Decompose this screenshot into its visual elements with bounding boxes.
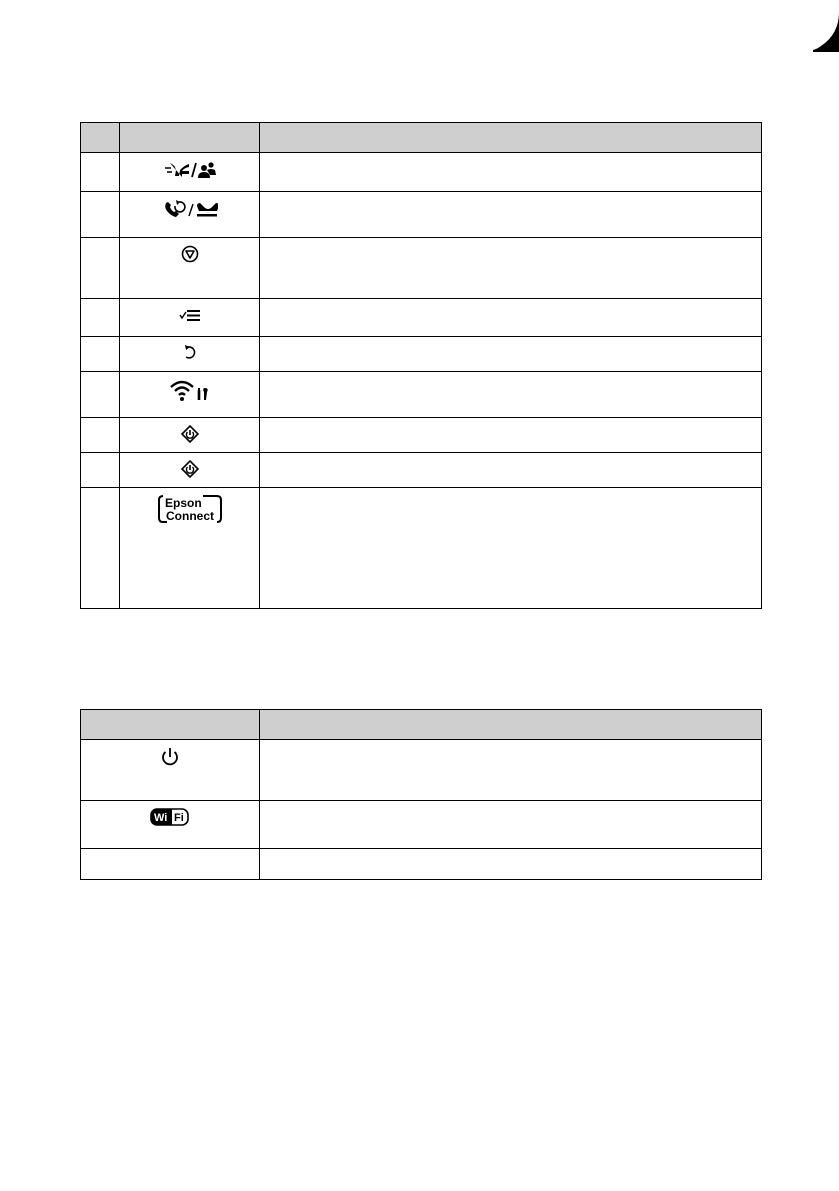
connect-label: Connect xyxy=(165,509,214,523)
on-hook-icon xyxy=(197,203,218,217)
number-cell xyxy=(81,153,120,192)
table-row xyxy=(81,299,762,337)
icon-cell xyxy=(120,238,260,299)
number-cell xyxy=(81,299,120,337)
header-cell xyxy=(260,123,762,153)
icon-cell xyxy=(120,453,260,488)
table-row xyxy=(81,488,762,609)
header-cell xyxy=(81,123,120,153)
wifi-light-icon xyxy=(150,807,190,827)
power-light-icon xyxy=(163,748,177,764)
icon-cell xyxy=(120,153,260,192)
description-cell xyxy=(260,238,762,299)
contacts-icon xyxy=(198,162,216,178)
number-cell xyxy=(81,238,120,299)
header-cell xyxy=(260,710,762,740)
table-row xyxy=(81,418,762,453)
number-cell xyxy=(81,453,120,488)
icon-cell xyxy=(81,849,260,880)
table-row xyxy=(81,801,762,849)
table-header-row xyxy=(81,123,762,153)
number-cell xyxy=(81,488,120,609)
description-cell xyxy=(260,372,762,418)
redial-icon xyxy=(165,200,185,217)
start-icon xyxy=(182,426,198,442)
table-header-row xyxy=(81,710,762,740)
epson-label: Epson xyxy=(164,496,202,510)
epson-connect-icon xyxy=(157,494,223,524)
stop-icon xyxy=(182,247,197,262)
wifi-label-fi: Fi xyxy=(174,812,184,824)
job-status-icon xyxy=(180,310,200,321)
icon-cell xyxy=(120,372,260,418)
icon-cell xyxy=(120,337,260,372)
description-cell xyxy=(260,849,762,880)
table-row xyxy=(81,740,762,801)
icon-cell xyxy=(120,299,260,337)
description-cell xyxy=(260,418,762,453)
number-cell xyxy=(81,337,120,372)
number-cell xyxy=(81,372,120,418)
start-icon xyxy=(182,461,198,477)
icon-cell xyxy=(120,192,260,238)
icon-cell xyxy=(120,488,260,609)
number-cell xyxy=(81,192,120,238)
header-cell xyxy=(120,123,260,153)
page-corner-mark xyxy=(813,0,839,52)
buttons-table xyxy=(80,122,762,609)
table-row xyxy=(81,337,762,372)
table-row xyxy=(81,453,762,488)
description-cell xyxy=(260,192,762,238)
wifi-label-wi: Wi xyxy=(154,812,168,824)
icon-cell xyxy=(81,801,260,849)
icon-cell xyxy=(120,418,260,453)
description-cell xyxy=(260,453,762,488)
number-cell xyxy=(81,418,120,453)
description-cell xyxy=(260,299,762,337)
description-cell xyxy=(260,488,762,609)
lights-table xyxy=(80,709,762,880)
icon-cell xyxy=(81,740,260,801)
table-row xyxy=(81,372,762,418)
table-row xyxy=(81,192,762,238)
table-row xyxy=(81,153,762,192)
fax-send-icon xyxy=(165,163,189,177)
wifi-setup-icon xyxy=(171,382,208,401)
table-row xyxy=(81,238,762,299)
description-cell xyxy=(260,740,762,801)
table-row xyxy=(81,849,762,880)
back-icon xyxy=(185,345,195,358)
description-cell xyxy=(260,153,762,192)
description-cell xyxy=(260,337,762,372)
description-cell xyxy=(260,801,762,849)
header-cell xyxy=(81,710,260,740)
